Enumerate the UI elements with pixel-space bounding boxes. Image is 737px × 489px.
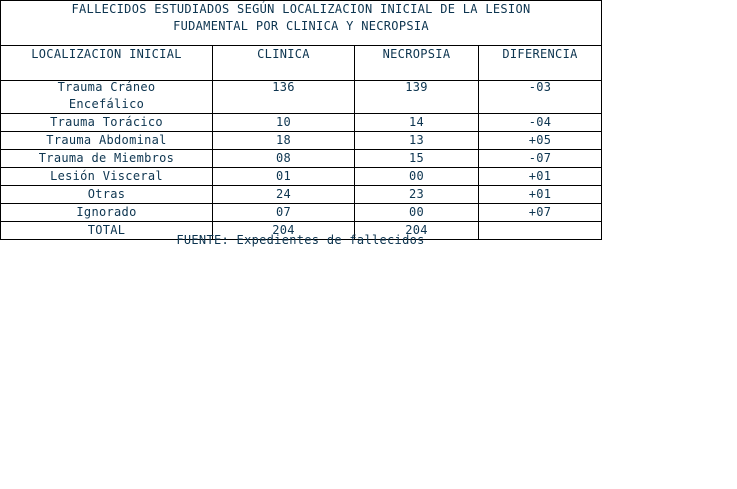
row-label: Trauma Abdominal bbox=[1, 132, 213, 150]
header-clinica: CLINICA bbox=[213, 46, 355, 81]
table-title-line-1: FALLECIDOS ESTUDIADOS SEGÚN LOCALIZACION INICIAL DE LA LESION bbox=[71, 2, 531, 16]
row-clinica: 01 bbox=[213, 168, 355, 186]
row-label bbox=[1, 79, 213, 114]
row-diferencia: -07 bbox=[479, 150, 602, 168]
row-diferencia: -03 bbox=[479, 79, 602, 114]
table-row bbox=[1, 132, 602, 150]
row-necropsia: 15 bbox=[355, 150, 479, 168]
header-necropsia: NECROPSIA bbox=[355, 46, 479, 81]
row-diferencia: -04 bbox=[479, 114, 602, 132]
row-necropsia: 00 bbox=[355, 168, 479, 186]
row-label: Otras bbox=[1, 186, 213, 204]
row-clinica: 18 bbox=[213, 132, 355, 150]
row-diferencia: +05 bbox=[479, 132, 602, 150]
row-necropsia: 00 bbox=[355, 204, 479, 222]
table-row bbox=[1, 114, 602, 132]
row-clinica: 07 bbox=[213, 204, 355, 222]
table-row bbox=[1, 204, 602, 222]
row-necropsia: 139 bbox=[355, 79, 479, 114]
row-label: Trauma Torácico bbox=[1, 114, 213, 132]
row-diferencia: +01 bbox=[479, 168, 602, 186]
row-label: Ignorado bbox=[1, 204, 213, 222]
table-row bbox=[1, 186, 602, 204]
row-clinica: 136 bbox=[213, 79, 355, 114]
header-diferencia: DIFERENCIA bbox=[479, 46, 602, 81]
table-title-line-2: FUDAMENTAL POR CLINICA Y NECROPSIA bbox=[173, 19, 429, 33]
row-diferencia: +01 bbox=[479, 186, 602, 204]
row-label: TOTAL bbox=[1, 222, 213, 240]
table-title bbox=[1, 1, 602, 46]
row-clinica: 24 bbox=[213, 186, 355, 204]
row-label-line-2: Encefálico bbox=[68, 97, 145, 111]
row-necropsia: 23 bbox=[355, 186, 479, 204]
fallecidos-table-body bbox=[0, 79, 602, 240]
table-header-row bbox=[1, 46, 602, 81]
row-necropsia: 13 bbox=[355, 132, 479, 150]
table-row bbox=[1, 79, 602, 114]
header-localizacion: LOCALIZACION INICIAL bbox=[1, 46, 213, 81]
row-label-line-1: Trauma Cráneo bbox=[57, 80, 156, 94]
row-necropsia: 14 bbox=[355, 114, 479, 132]
table-row bbox=[1, 150, 602, 168]
source-footnote: FUENTE: Expedientes de fallecidos bbox=[176, 233, 425, 247]
fallecidos-table bbox=[0, 0, 602, 81]
row-label: Trauma de Miembros bbox=[1, 150, 213, 168]
row-label: Lesión Visceral bbox=[1, 168, 213, 186]
row-necropsia: 204 bbox=[355, 222, 479, 240]
row-clinica: 204 bbox=[213, 222, 355, 240]
row-clinica: 08 bbox=[213, 150, 355, 168]
row-clinica: 10 bbox=[213, 114, 355, 132]
row-diferencia: +07 bbox=[479, 204, 602, 222]
table-row bbox=[1, 168, 602, 186]
